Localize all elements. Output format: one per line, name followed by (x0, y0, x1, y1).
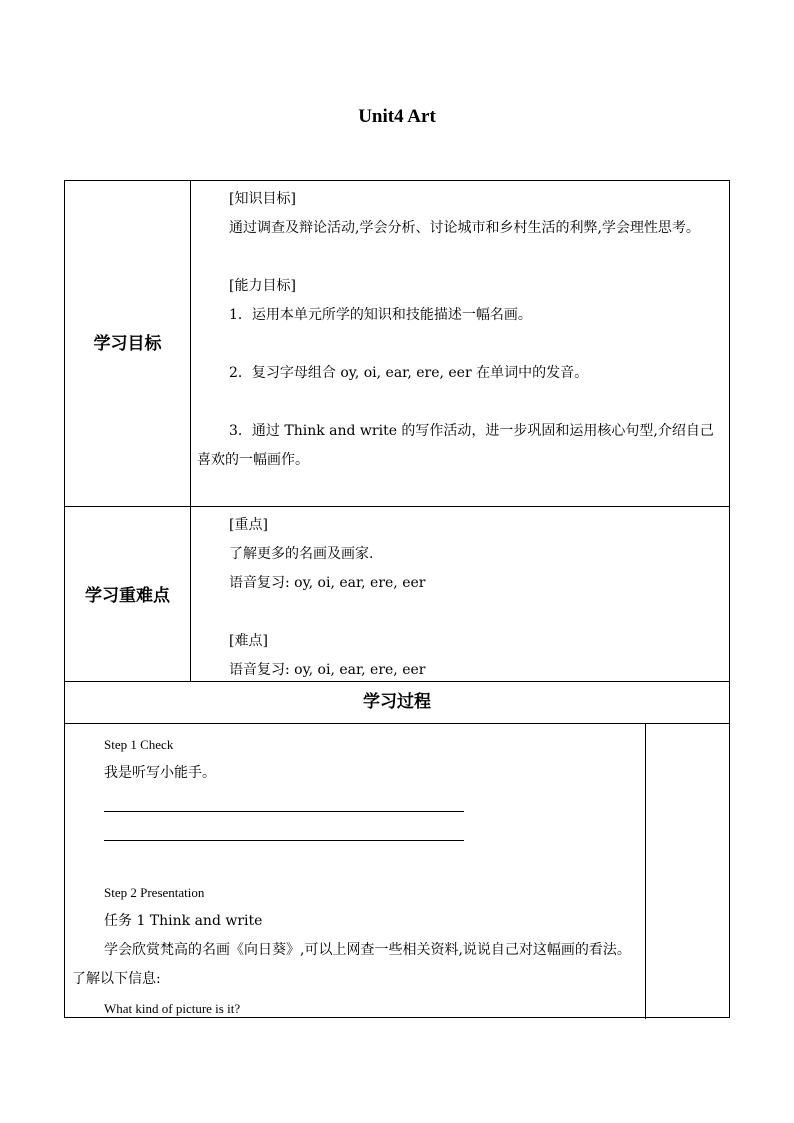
focus-line: 了解更多的名画及画家. (229, 546, 374, 562)
row-divider (65, 506, 729, 507)
step1-text: 我是听写小能手。 (104, 765, 216, 781)
objectives-label: 学习目标 (93, 334, 162, 354)
task1-heading: 任务 1 Think and write (104, 913, 263, 929)
row-divider (65, 723, 729, 724)
difficulty-line: 语音复习: oy, oi, ear, ere, eer (229, 662, 426, 678)
ability-heading: [能力目标] (229, 278, 296, 294)
ability-item: 3．通过 Think and write 的写作活动，进一步巩固和运用核心句型,介绍自己喜欢的一幅画作。 (197, 423, 714, 468)
column-divider (645, 723, 646, 1019)
knowledge-text: 通过调查及辩论活动,学会分析、讨论城市和乡村生活的利弊,学会理性思考。 (229, 220, 700, 236)
process-heading: 学习过程 (363, 692, 431, 712)
process-content (72, 730, 638, 788)
ability-item: 2．复习字母组合 oy, oi, ear, ere, eer 在单词中的发音。 (229, 365, 589, 381)
answer-blank-line[interactable] (104, 811, 464, 812)
focus-line: 语音复习: oy, oi, ear, ere, eer (229, 575, 426, 591)
column-divider (190, 181, 191, 681)
ability-item: 1．运用本单元所学的知识和技能描述一幅名画。 (229, 307, 532, 323)
key-points-content (197, 511, 725, 685)
difficulty-heading: [难点] (229, 633, 268, 649)
step2-heading: Step 2 Presentation (104, 885, 205, 900)
objectives-content (197, 185, 725, 475)
document-title: Unit4 Art (358, 106, 436, 127)
step2-content (72, 878, 638, 1023)
step1-heading: Step 1 Check (104, 737, 174, 752)
knowledge-heading: [知识目标] (229, 191, 296, 207)
key-points-label: 学习重难点 (85, 586, 170, 606)
answer-blank-line[interactable] (104, 840, 464, 841)
task1-text: 学会欣赏梵高的名画《向日葵》,可以上网查一些相关资料,说说自己对这幅画的看法。了解以下信息: (72, 942, 631, 987)
question-text: What kind of picture is it? (104, 1001, 241, 1016)
focus-heading: [重点] (229, 517, 268, 533)
lesson-table (64, 180, 730, 1018)
